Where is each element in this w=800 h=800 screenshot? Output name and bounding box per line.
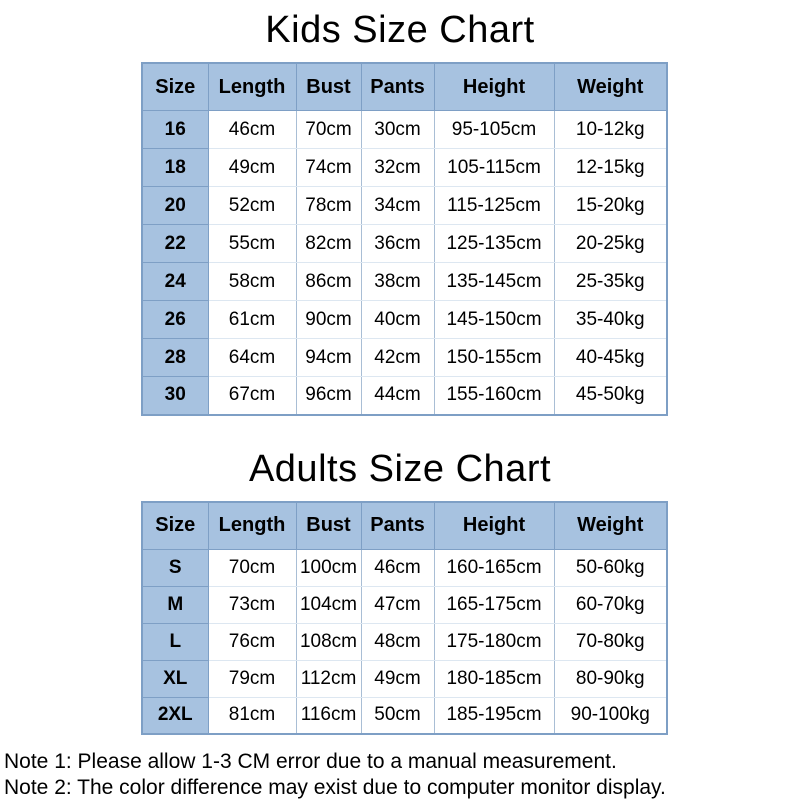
data-cell: 52cm xyxy=(208,187,296,225)
data-cell: 86cm xyxy=(296,263,361,301)
size-cell: 22 xyxy=(142,225,208,263)
header-cell-bust: Bust xyxy=(296,502,361,550)
header-cell-pants: Pants xyxy=(361,63,434,111)
data-cell: 67cm xyxy=(208,377,296,415)
data-cell: 50-60kg xyxy=(554,549,667,586)
data-cell: 20-25kg xyxy=(554,225,667,263)
data-cell: 175-180cm xyxy=(434,623,554,660)
table-row xyxy=(142,623,667,660)
header-cell-weight: Weight xyxy=(554,63,667,111)
size-cell: M xyxy=(142,586,208,623)
data-cell: 40cm xyxy=(361,301,434,339)
table-row xyxy=(142,111,667,149)
table-row xyxy=(142,301,667,339)
kids-header-row xyxy=(142,63,667,111)
header-cell-size: Size xyxy=(142,502,208,550)
size-cell: S xyxy=(142,549,208,586)
note-2: Note 2: The color difference may exist due to computer monitor display. xyxy=(4,776,666,799)
data-cell: 61cm xyxy=(208,301,296,339)
data-cell: 79cm xyxy=(208,660,296,697)
data-cell: 155-160cm xyxy=(434,377,554,415)
data-cell: 160-165cm xyxy=(434,549,554,586)
data-cell: 115-125cm xyxy=(434,187,554,225)
data-cell: 47cm xyxy=(361,586,434,623)
size-cell: 30 xyxy=(142,377,208,415)
data-cell: 70cm xyxy=(296,111,361,149)
data-cell: 116cm xyxy=(296,697,361,734)
data-cell: 125-135cm xyxy=(434,225,554,263)
data-cell: 45-50kg xyxy=(554,377,667,415)
data-cell: 80-90kg xyxy=(554,660,667,697)
table-row xyxy=(142,549,667,586)
data-cell: 25-35kg xyxy=(554,263,667,301)
data-cell: 95-105cm xyxy=(434,111,554,149)
table-row xyxy=(142,660,667,697)
data-cell: 34cm xyxy=(361,187,434,225)
data-cell: 44cm xyxy=(361,377,434,415)
table-row xyxy=(142,263,667,301)
data-cell: 78cm xyxy=(296,187,361,225)
size-cell: 20 xyxy=(142,187,208,225)
data-cell: 108cm xyxy=(296,623,361,660)
table-row xyxy=(142,225,667,263)
data-cell: 100cm xyxy=(296,549,361,586)
data-cell: 94cm xyxy=(296,339,361,377)
data-cell: 180-185cm xyxy=(434,660,554,697)
data-cell: 40-45kg xyxy=(554,339,667,377)
data-cell: 35-40kg xyxy=(554,301,667,339)
data-cell: 81cm xyxy=(208,697,296,734)
data-cell: 64cm xyxy=(208,339,296,377)
data-cell: 49cm xyxy=(208,149,296,187)
size-cell: 16 xyxy=(142,111,208,149)
data-cell: 70cm xyxy=(208,549,296,586)
table-row xyxy=(142,586,667,623)
data-cell: 82cm xyxy=(296,225,361,263)
adults-size-table xyxy=(141,501,668,736)
data-cell: 10-12kg xyxy=(554,111,667,149)
data-cell: 96cm xyxy=(296,377,361,415)
data-cell: 42cm xyxy=(361,339,434,377)
header-cell-length: Length xyxy=(208,63,296,111)
size-cell: 28 xyxy=(142,339,208,377)
data-cell: 90cm xyxy=(296,301,361,339)
data-cell: 38cm xyxy=(361,263,434,301)
data-cell: 165-175cm xyxy=(434,586,554,623)
data-cell: 46cm xyxy=(361,549,434,586)
note-1: Note 1: Please allow 1-3 CM error due to a manual measurement. xyxy=(4,750,617,773)
header-cell-size: Size xyxy=(142,63,208,111)
header-cell-height: Height xyxy=(434,63,554,111)
notes-block xyxy=(4,749,800,800)
data-cell: 105-115cm xyxy=(434,149,554,187)
size-cell: 18 xyxy=(142,149,208,187)
data-cell: 50cm xyxy=(361,697,434,734)
table-row xyxy=(142,697,667,734)
data-cell: 145-150cm xyxy=(434,301,554,339)
data-cell: 49cm xyxy=(361,660,434,697)
adults-header-row xyxy=(142,502,667,550)
data-cell: 58cm xyxy=(208,263,296,301)
data-cell: 150-155cm xyxy=(434,339,554,377)
header-cell-height: Height xyxy=(434,502,554,550)
size-cell: 2XL xyxy=(142,697,208,734)
data-cell: 55cm xyxy=(208,225,296,263)
size-cell: XL xyxy=(142,660,208,697)
table-row xyxy=(142,187,667,225)
kids-chart-title: Kids Size Chart xyxy=(265,9,535,51)
size-cell: 24 xyxy=(142,263,208,301)
data-cell: 36cm xyxy=(361,225,434,263)
data-cell: 15-20kg xyxy=(554,187,667,225)
data-cell: 70-80kg xyxy=(554,623,667,660)
data-cell: 32cm xyxy=(361,149,434,187)
adults-chart-title: Adults Size Chart xyxy=(248,447,552,490)
table-row xyxy=(142,339,667,377)
header-cell-length: Length xyxy=(208,502,296,550)
data-cell: 60-70kg xyxy=(554,586,667,623)
table-row xyxy=(142,377,667,415)
data-cell: 12-15kg xyxy=(554,149,667,187)
data-cell: 30cm xyxy=(361,111,434,149)
data-cell: 74cm xyxy=(296,149,361,187)
size-cell: L xyxy=(142,623,208,660)
header-cell-pants: Pants xyxy=(361,502,434,550)
size-cell: 26 xyxy=(142,301,208,339)
header-cell-bust: Bust xyxy=(296,63,361,111)
data-cell: 112cm xyxy=(296,660,361,697)
data-cell: 76cm xyxy=(208,623,296,660)
data-cell: 46cm xyxy=(208,111,296,149)
data-cell: 135-145cm xyxy=(434,263,554,301)
data-cell: 90-100kg xyxy=(554,697,667,734)
data-cell: 48cm xyxy=(361,623,434,660)
table-row xyxy=(142,149,667,187)
data-cell: 185-195cm xyxy=(434,697,554,734)
kids-size-table xyxy=(141,62,668,416)
data-cell: 104cm xyxy=(296,586,361,623)
data-cell: 73cm xyxy=(208,586,296,623)
header-cell-weight: Weight xyxy=(554,502,667,550)
